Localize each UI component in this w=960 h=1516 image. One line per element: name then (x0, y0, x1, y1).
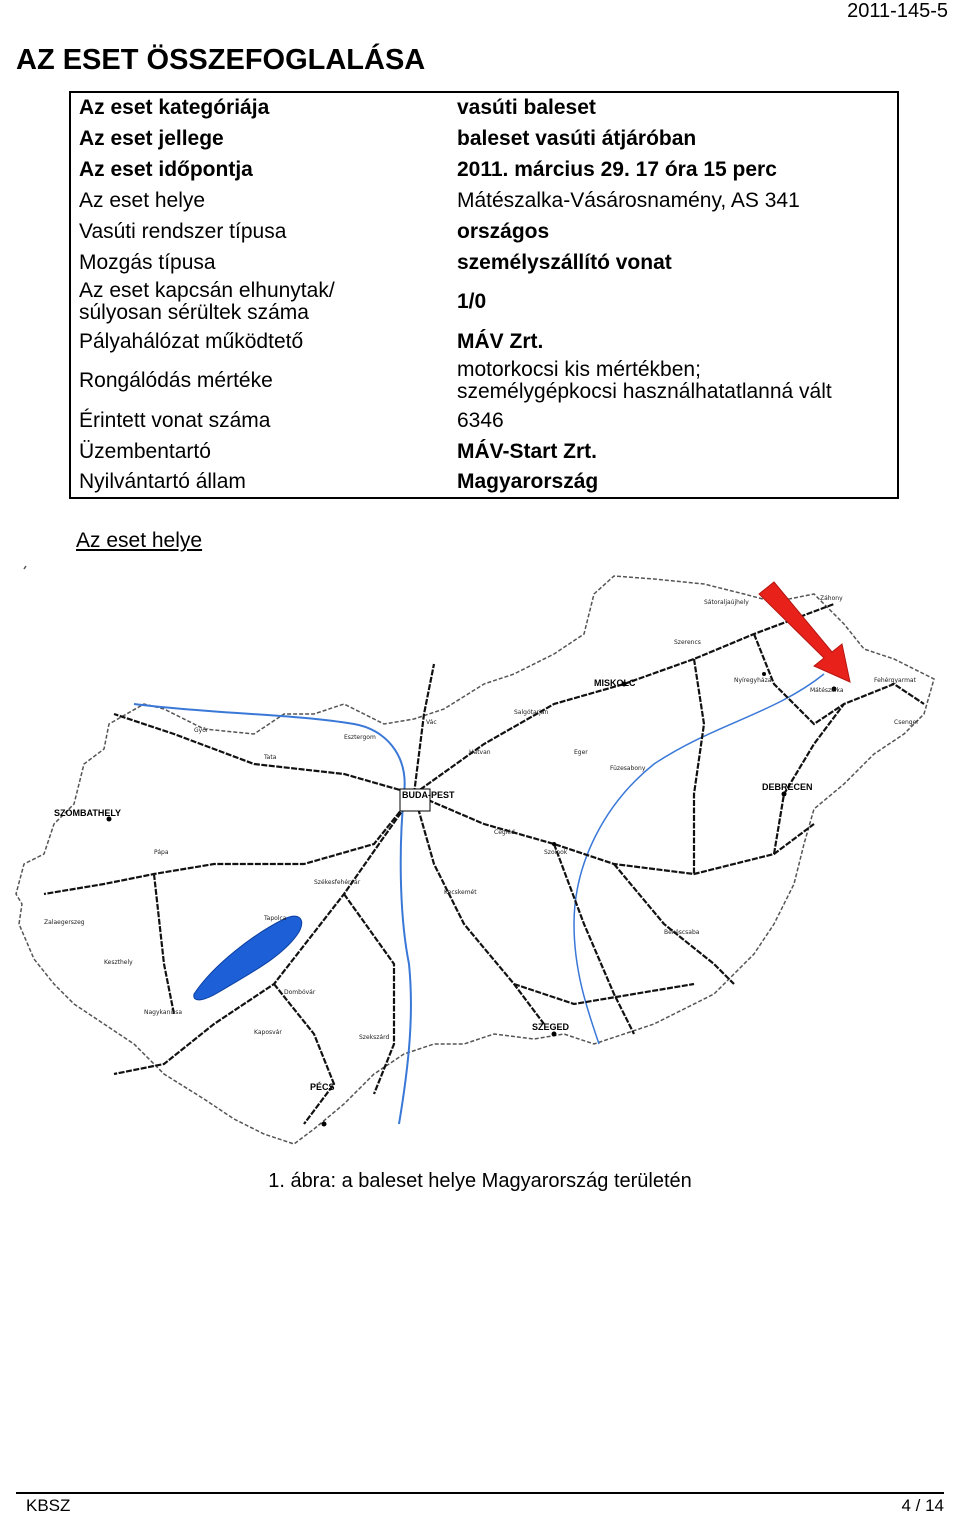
row-label: Nyilvántartó állam (79, 470, 246, 493)
map-town-label: Füzesabony (610, 765, 646, 772)
map-town-label: Nagykanizsa (144, 1009, 182, 1016)
row-value: baleset vasúti átjáróban (457, 126, 697, 150)
map-town-label: Salgótarján (514, 709, 549, 716)
map-town-label: Pápa (154, 849, 169, 856)
row-label-line: súlyosan sérültek száma (79, 301, 309, 324)
row-value: 6346 (457, 408, 504, 432)
map-town-label: Szerencs (674, 639, 701, 646)
row-value-line: személygépkocsi használhatatlanná vált (457, 380, 832, 403)
row-label: Vasúti rendszer típusa (79, 219, 287, 243)
lake-balaton (194, 916, 302, 1000)
map-town-label: Sátoraljaújhely (704, 599, 749, 606)
map-city-label: DEBRECEN (762, 782, 813, 792)
table-row (70, 123, 898, 154)
map-town-label: Vác (426, 719, 437, 726)
railway-map (14, 564, 954, 1164)
map-town-label: Szolnok (544, 849, 568, 856)
row-label: Üzembentartó (79, 439, 211, 463)
footer-organization: KBSZ (26, 1496, 71, 1515)
map-city-label: SZOMBATHELY (54, 808, 122, 818)
summary-table (69, 91, 899, 499)
map-town-label: Csenger (894, 719, 919, 726)
row-value-line: motorkocsi kis mértékben; (457, 358, 701, 381)
row-label: Az eset jellege (79, 126, 224, 150)
row-value: személyszállító vonat (457, 250, 672, 274)
map-town-label: Eger (574, 749, 588, 756)
table-row (70, 154, 898, 185)
map-town-label: Keszthely (104, 959, 133, 966)
map-town-label: Tapolca (264, 915, 287, 922)
row-value: Mátészalka-Vásárosnamény, AS 341 (457, 188, 800, 212)
map-town-label: Nyíregyháza (734, 677, 772, 684)
row-value: 1/0 (457, 290, 487, 313)
map-town-label: Mátészalka (810, 687, 844, 694)
row-label-line: Az eset kapcsán elhunytak/ (79, 279, 335, 302)
map-town-label: Kaposvár (254, 1029, 282, 1036)
table-row (70, 357, 898, 405)
row-label: Az eset kategóriája (79, 96, 270, 119)
table-row (70, 467, 898, 498)
map-town-label: Kecskemét (444, 889, 477, 896)
map-town-label: Fehérgyarmat (874, 677, 916, 684)
row-value: Magyarország (457, 470, 599, 493)
row-label: Rongálódás mértéke (79, 369, 273, 392)
table-row (70, 92, 898, 123)
map-city-label: MISKOLC (594, 678, 636, 688)
map-town-label: Szekszárd (359, 1034, 390, 1041)
map-town-label: Záhony (820, 595, 843, 602)
table-row (70, 436, 898, 467)
page-number: 4 / 14 (901, 1496, 944, 1515)
footer-divider (16, 1492, 944, 1494)
document-id: 2011-145-5 (847, 0, 948, 22)
map-town-label: Cegléd (494, 829, 515, 836)
row-label: Mozgás típusa (79, 250, 216, 274)
map-city-label: PÉCS (310, 1082, 335, 1092)
row-value: országos (457, 219, 550, 243)
row-value: MÁV-Start Zrt. (457, 439, 598, 463)
map-city-label: BUDA-PEST (402, 790, 455, 800)
row-label: Érintett vonat száma (79, 408, 271, 432)
map-town-label: Győr (194, 727, 209, 734)
map-town-label: Békéscsaba (664, 929, 700, 936)
table-row (70, 405, 898, 436)
railway-lines (44, 604, 924, 1124)
row-label: Pályahálózat működtető (79, 329, 304, 353)
map-town-label: Tata (264, 754, 277, 761)
row-label: Az eset időpontja (79, 157, 253, 181)
table-row (70, 278, 898, 326)
table-row (70, 216, 898, 247)
map-town-label: Zalaegerszeg (44, 919, 85, 926)
map-town-label: Székesfehérvár (314, 879, 361, 886)
table-row (70, 326, 898, 357)
figure-caption: 1. ábra: a baleset helye Magyarország területén (268, 1170, 692, 1192)
table-row (70, 247, 898, 278)
row-label: Az eset helye (79, 188, 206, 212)
map-town-label: Esztergom (344, 734, 376, 741)
row-value: vasúti baleset (457, 96, 596, 119)
map-town-label: Hatvan (469, 749, 491, 756)
row-value: MÁV Zrt. (457, 329, 544, 353)
map-town-label: Dombóvár (284, 989, 316, 996)
map-city-label: SZEGED (532, 1022, 570, 1032)
row-value: 2011. március 29. 17 óra 15 perc (457, 157, 777, 181)
page-title: AZ ESET ÖSSZEFOGLALÁSA (16, 44, 426, 76)
town-markers (107, 672, 837, 1127)
row-label (70, 278, 449, 326)
row-value (449, 357, 898, 405)
table-row (70, 185, 898, 216)
section-heading: Az eset helye (76, 529, 203, 552)
